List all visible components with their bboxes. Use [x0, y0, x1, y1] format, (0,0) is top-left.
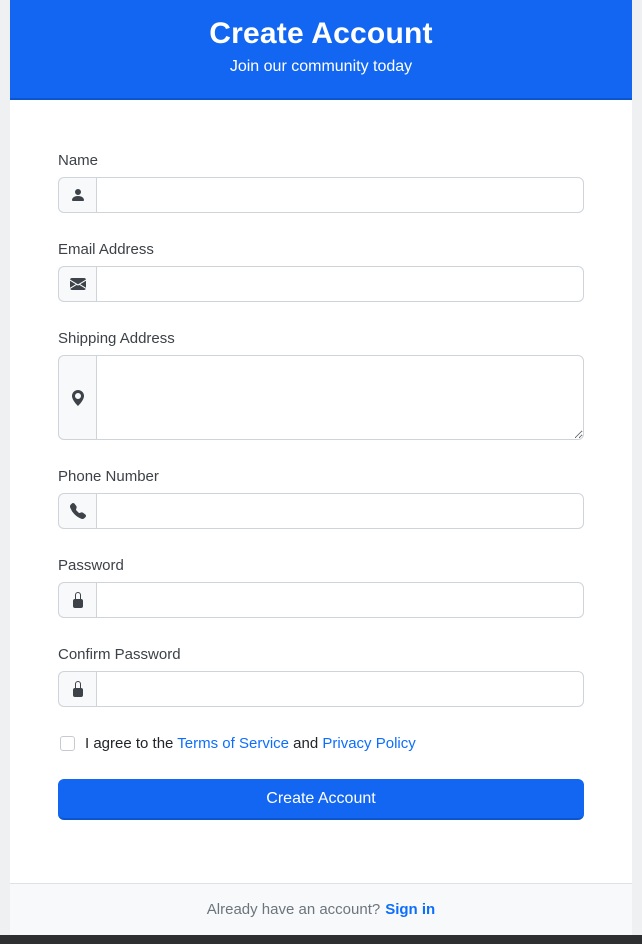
signup-card: [10, 0, 632, 935]
confirm-password-input-group: [58, 671, 584, 707]
email-label: Email Address: [58, 241, 154, 258]
card-footer: [10, 883, 632, 935]
sign-in-link[interactable]: Sign in: [385, 901, 436, 918]
bottom-dark-bar: [0, 935, 642, 944]
password-input-group: [58, 582, 584, 618]
terms-agreement-row: [60, 735, 584, 752]
lock-icon: [58, 671, 96, 707]
shipping-address-field-group: [58, 330, 584, 440]
shipping-address-textarea[interactable]: [96, 355, 584, 440]
lock-icon: [58, 582, 96, 618]
phone-field-group: [58, 468, 584, 529]
terms-text-prefix: I agree to the: [85, 735, 178, 752]
name-input[interactable]: [96, 177, 584, 213]
terms-checkbox[interactable]: [60, 736, 75, 751]
email-field-group: [58, 241, 584, 302]
privacy-policy-link[interactable]: Privacy Policy: [322, 735, 416, 752]
card-header: [10, 0, 632, 100]
phone-label: Phone Number: [58, 468, 159, 485]
name-label: Name: [58, 152, 99, 169]
password-input[interactable]: [96, 582, 584, 618]
footer-question: Already have an account?: [206, 901, 381, 918]
user-icon: [58, 177, 96, 213]
terms-of-service-link[interactable]: Terms of Service: [177, 735, 289, 752]
shipping-address-input-group: [58, 355, 584, 440]
create-account-button[interactable]: Create Account: [58, 779, 584, 820]
terms-text-middle: and: [289, 735, 323, 752]
confirm-password-input[interactable]: [96, 671, 584, 707]
name-input-group: [58, 177, 584, 213]
signup-form: [10, 100, 632, 883]
envelope-icon: [58, 266, 96, 302]
password-label: Password: [58, 557, 124, 574]
page-title: Create Account: [209, 17, 433, 50]
password-field-group: [58, 557, 584, 618]
confirm-password-field-group: [58, 646, 584, 707]
phone-icon: [58, 493, 96, 529]
phone-input-group: [58, 493, 584, 529]
page-subtitle: Join our community today: [229, 58, 413, 75]
terms-text: [85, 735, 416, 752]
phone-input[interactable]: [96, 493, 584, 529]
email-input-group: [58, 266, 584, 302]
map-pin-icon: [58, 355, 96, 440]
name-field-group: [58, 152, 584, 213]
confirm-password-label: Confirm Password: [58, 646, 181, 663]
shipping-address-label: Shipping Address: [58, 330, 175, 347]
email-input[interactable]: [96, 266, 584, 302]
